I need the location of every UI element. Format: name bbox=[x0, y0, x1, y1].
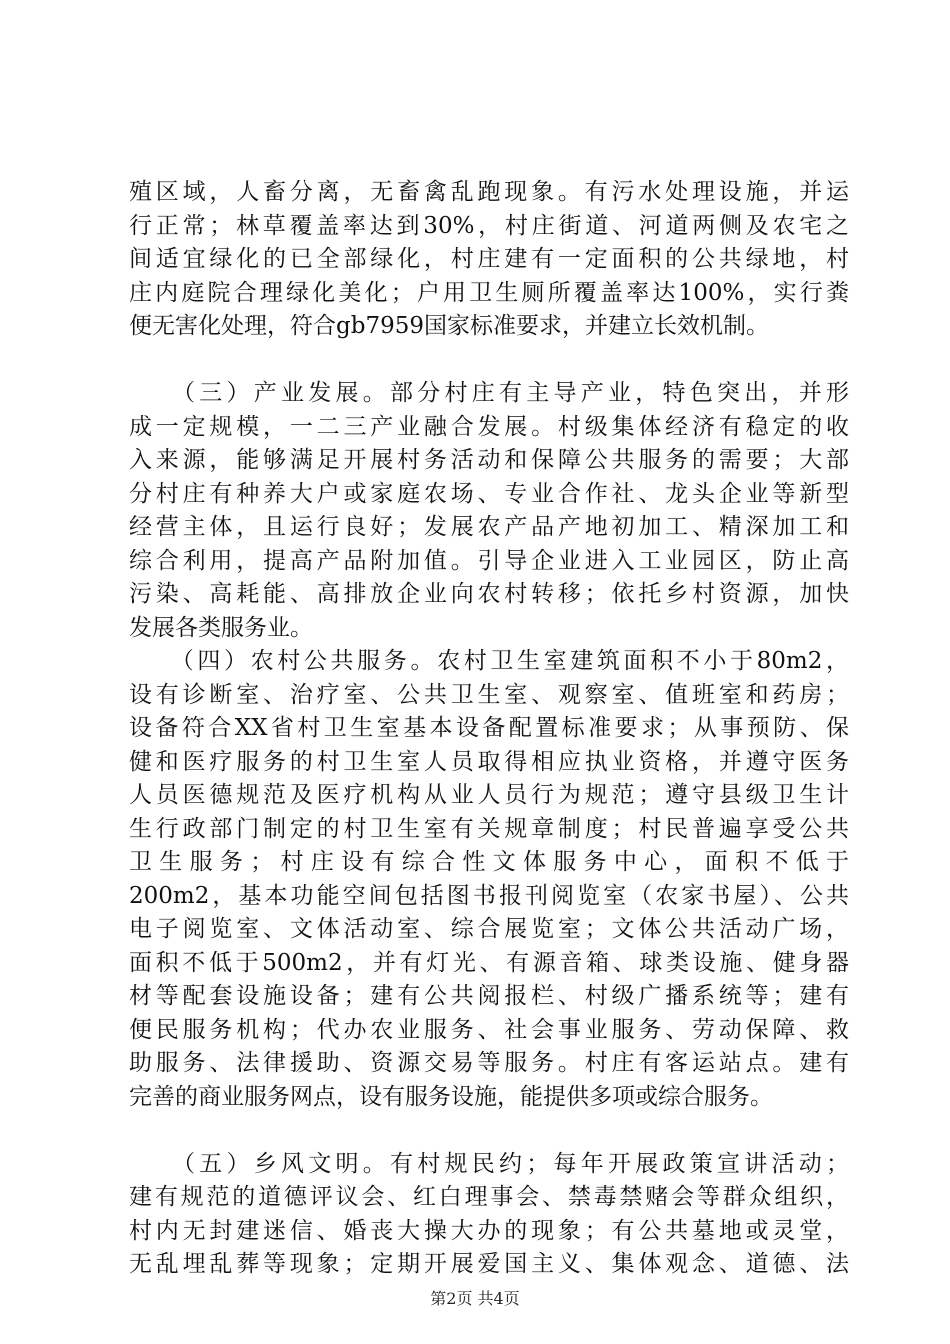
text-line: 入来源，能够满足开展村务活动和保障公共服务的需要；大部 bbox=[129, 447, 849, 473]
text-line: 生行政部门制定的村卫生室有关规章制度；村民普遍享受公共 bbox=[129, 815, 849, 842]
text-line: 村内无封建迷信、婚丧大操大办的现象；有公共墓地或灵堂， bbox=[129, 1217, 849, 1244]
page-number-label: 第2页 共4页 bbox=[430, 1289, 520, 1308]
text-line: 行正常；林草覆盖率达到30%，村庄街道、河道两侧及农宅之 bbox=[129, 212, 849, 239]
paragraph-sanitation bbox=[129, 176, 849, 344]
text-line: 便无害化处理，符合gb7959国家标准要求，并建立长效机制。 bbox=[129, 313, 769, 339]
text-line: 经营主体，且运行良好；发展农产品产地初加工、精深加工和 bbox=[129, 514, 849, 540]
text-line: 设有诊断室、治疗室、公共卫生室、观察室、值班室和药房； bbox=[129, 681, 849, 708]
text-line: 面积不低于500m2，并有灯光、有源音箱、球类设施、健身器 bbox=[129, 949, 849, 976]
text-line: （四）农村公共服务。农村卫生室建筑面积不小于80m2， bbox=[129, 648, 849, 674]
text-line: 人员医德规范及医疗机构从业人员行为规范；遵守县级卫生计 bbox=[129, 782, 849, 808]
text-line: 发展各类服务业。 bbox=[129, 614, 313, 641]
text-line: 无乱埋乱葬等现象；定期开展爱国主义、集体观念、道德、法 bbox=[129, 1251, 849, 1277]
text-line: 污染、高耗能、高排放企业向农村转移；依托乡村资源，加快 bbox=[129, 581, 849, 607]
paragraph-industry-and-services bbox=[129, 377, 849, 1114]
text-line: 电子阅览室、文体活动室、综合展览室；文体公共活动广场， bbox=[129, 916, 849, 942]
text-line: 成一定规模，一二三产业融合发展。村级集体经济有稳定的收 bbox=[129, 413, 849, 440]
text-line: 设备符合XX省村卫生室基本设备配置标准要求；从事预防、保 bbox=[129, 715, 849, 741]
text-line: 间适宜绿化的已全部绿化，村庄建有一定面积的公共绿地，村 bbox=[129, 246, 849, 272]
text-line: 材等配套设施设备；建有公共阅报栏、村级广播系统等；建有 bbox=[129, 983, 849, 1009]
page-footer bbox=[0, 1286, 950, 1309]
text-line: 卫生服务；村庄设有综合性文体服务中心，面积不低于 bbox=[129, 849, 849, 875]
text-line: （三）产业发展。部分村庄有主导产业，特色突出，并形 bbox=[129, 380, 849, 406]
text-line: 便民服务机构；代办农业服务、社会事业服务、劳动保障、救 bbox=[129, 1016, 849, 1043]
text-line: 分村庄有种养大户或家庭农场、专业合作社、龙头企业等新型 bbox=[129, 480, 849, 507]
text-line: 庄内庭院合理绿化美化；户用卫生厕所覆盖率达100%，实行粪 bbox=[129, 279, 849, 306]
body-text bbox=[129, 176, 849, 1282]
text-line: 殖区域，人畜分离，无畜禽乱跑现象。有污水处理设施，并运 bbox=[129, 179, 849, 205]
text-line: 健和医疗服务的村卫生室人员取得相应执业资格，并遵守医务 bbox=[129, 748, 849, 775]
paragraph-gap bbox=[129, 1114, 849, 1148]
text-line: 完善的商业服务网点，设有服务设施，能提供多项或综合服务。 bbox=[129, 1083, 773, 1110]
text-line: 建有规范的道德评议会、红白理事会、禁毒禁赌会等群众组织， bbox=[129, 1184, 849, 1210]
text-line: 综合利用，提高产品附加值。引导企业进入工业园区，防止高 bbox=[129, 547, 849, 574]
text-line: 200m2，基本功能空间包括图书报刊阅览室（农家书屋）、公共 bbox=[129, 882, 849, 909]
text-line: （五）乡风文明。有村规民约；每年开展政策宣讲活动； bbox=[129, 1150, 849, 1177]
text-line: 助服务、法律援助、资源交易等服务。村庄有客运站点。建有 bbox=[129, 1050, 849, 1076]
paragraph-civility bbox=[129, 1148, 849, 1282]
paragraph-gap bbox=[129, 344, 849, 378]
